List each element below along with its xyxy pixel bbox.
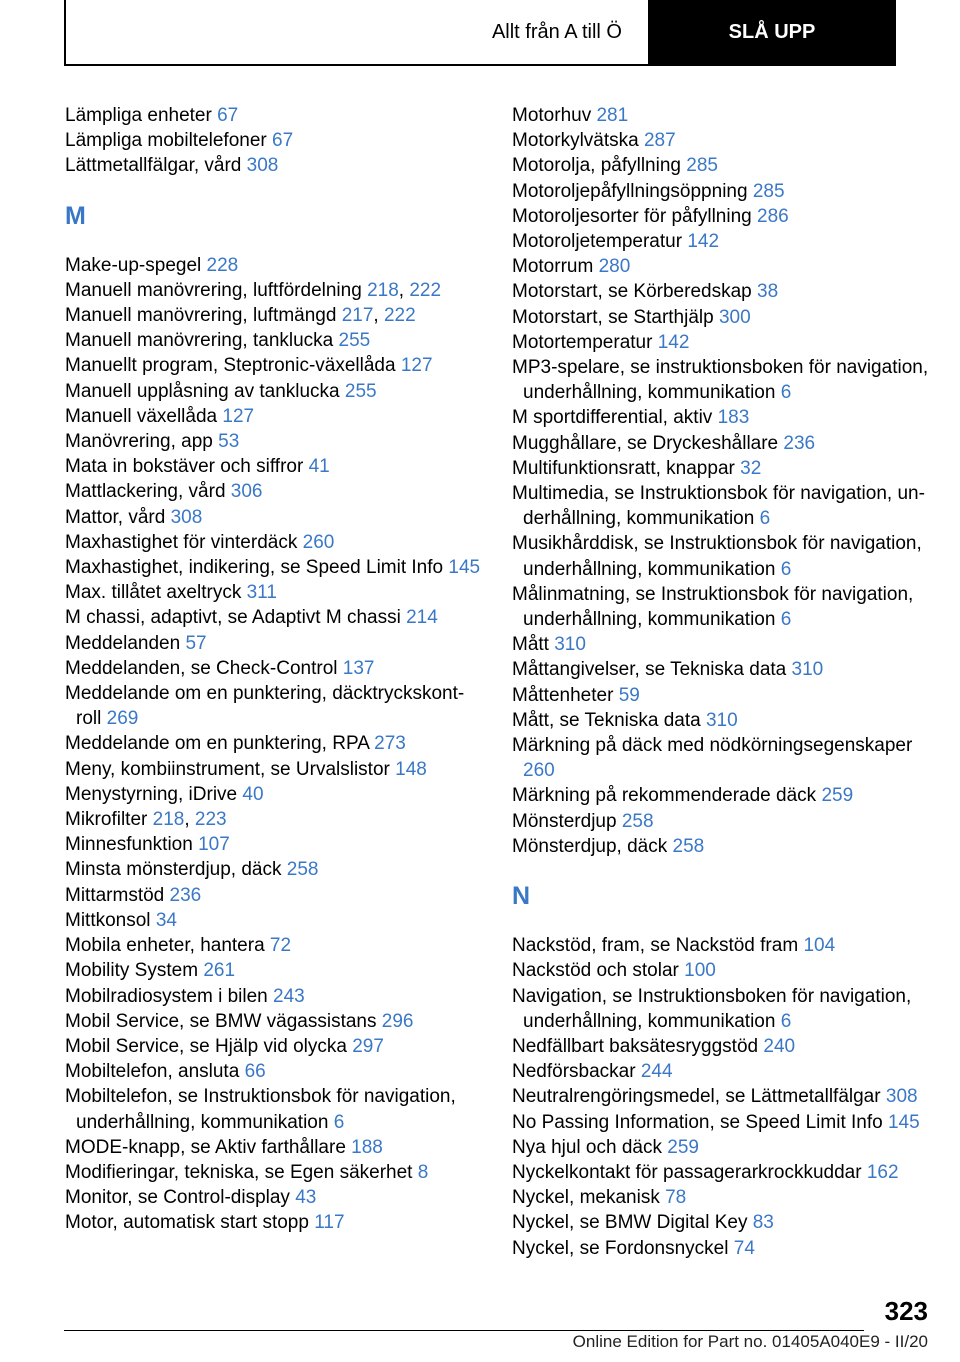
- page-link[interactable]: 6: [759, 508, 771, 530]
- index-entry: [65, 857, 481, 882]
- index-entry: [65, 1210, 481, 1235]
- tab-look-up[interactable]: [648, 0, 896, 64]
- page-link[interactable]: 308: [170, 506, 203, 528]
- page-link[interactable]: 183: [717, 407, 750, 429]
- index-entry: [65, 379, 481, 404]
- index-entry: [512, 683, 932, 708]
- index-entry: [512, 1160, 932, 1185]
- index-entry-text: Nyckel, mekanisk: [512, 1187, 660, 1209]
- page-link[interactable]: 297: [352, 1035, 384, 1057]
- page-link[interactable]: 260: [523, 760, 555, 782]
- right-main-entries: [512, 933, 932, 1261]
- index-entry-text: Mobil Service, se Hjälp vid olycka: [65, 1035, 347, 1057]
- page-link[interactable]: 40: [242, 783, 264, 805]
- section-letter-m: M: [65, 201, 86, 230]
- index-entry: [65, 757, 481, 782]
- index-entry: [512, 179, 932, 204]
- page-link[interactable]: 78: [665, 1187, 687, 1209]
- index-entry: [512, 229, 932, 254]
- index-entry-text: Modifieringar, tekniska, se Egen säkerhet: [65, 1161, 413, 1183]
- index-entry-text: Märkning på däck med nödkörningsegenskaper: [512, 735, 913, 757]
- page-link[interactable]: 259: [667, 1136, 699, 1158]
- index-entry-text: Max. tillåtet axeltryck: [65, 582, 242, 604]
- index-entry-text: Motortemperatur: [512, 331, 653, 353]
- page-link[interactable]: 269: [106, 708, 139, 730]
- index-entry-text: Maxhastighet för vinterdäck: [65, 531, 298, 553]
- page-link[interactable]: 236: [783, 432, 816, 454]
- index-entry: [65, 429, 481, 454]
- index-entry: [65, 555, 481, 580]
- tab-a-to-z[interactable]: [64, 0, 638, 64]
- page-link[interactable]: 41: [308, 456, 330, 478]
- page-link[interactable]: 310: [791, 659, 824, 681]
- index-entry: [512, 834, 932, 859]
- index-entry-text: Meny, kombiinstrument, se Urvalslistor: [65, 758, 390, 780]
- index-entry: [65, 505, 481, 530]
- page-link[interactable]: 260: [302, 531, 335, 553]
- index-entry-text: Nyckel, se Fordonsnyckel: [512, 1237, 729, 1259]
- page-link[interactable]: 217: [341, 305, 374, 327]
- page-link[interactable]: 137: [342, 657, 375, 679]
- index-entry-text: Motorhuv: [512, 105, 592, 126]
- page-link[interactable]: 148: [395, 758, 427, 780]
- index-entry: [512, 456, 932, 481]
- page-link[interactable]: 67: [217, 105, 239, 126]
- index-entry: [65, 530, 481, 555]
- page-link[interactable]: 218: [152, 809, 185, 831]
- index-entry-text: Måttangivelser, se Tekniska data: [512, 659, 787, 681]
- page-link[interactable]: 6: [780, 382, 792, 404]
- index-entry-text: Manuell manövrering, luftfördelning: [65, 279, 362, 301]
- page-link[interactable]: 285: [686, 155, 718, 177]
- header-bar: [64, 0, 896, 66]
- left-main-entries: [65, 253, 481, 1236]
- index-entry: [65, 656, 481, 681]
- index-entry-text: Mittarmstöd: [65, 884, 165, 906]
- index-entry: [512, 431, 932, 456]
- index-entry: [65, 1135, 481, 1160]
- page-link[interactable]: 142: [657, 331, 690, 353]
- left-top-entries: [65, 103, 481, 179]
- footer-text: Online Edition for Part no. 01405A040E9 - II/20: [572, 1332, 928, 1351]
- index-entry: [65, 153, 481, 178]
- index-entry: [512, 531, 932, 581]
- index-entry: [65, 479, 481, 504]
- page-link[interactable]: 6: [780, 1010, 792, 1032]
- index-entry: Manuell manövrering, luftmängd 217, 222: [65, 305, 416, 327]
- index-entry-text: Måttenheter: [512, 684, 614, 706]
- page-link[interactable]: 308: [246, 155, 279, 177]
- page-link[interactable]: 145: [448, 557, 481, 579]
- page-link[interactable]: 34: [155, 909, 177, 931]
- index-entry-text: Mobilradiosystem i bilen: [65, 985, 268, 1007]
- index-entry-text: Mönsterdjup: [512, 810, 617, 832]
- index-entry-text: Motoroljetemperatur: [512, 231, 683, 253]
- index-entry-text: MODE-knapp, se Aktiv farthållare: [65, 1136, 346, 1158]
- footer-divider: [64, 1330, 864, 1331]
- page-link[interactable]: 214: [406, 607, 438, 629]
- page-link[interactable]: 59: [618, 684, 640, 706]
- index-entry: [65, 782, 481, 807]
- index-entry-text: No Passing Information, se Speed Limit Info: [512, 1111, 883, 1133]
- index-entry-text: Mått: [512, 634, 549, 656]
- index-entry: [512, 632, 932, 657]
- index-entry-text: Nyckel, se BMW Digital Key: [512, 1212, 748, 1234]
- page-link[interactable]: 107: [198, 834, 230, 856]
- index-entry: [65, 631, 481, 656]
- index-entry: [65, 1059, 481, 1084]
- index-entry-text: Nackstöd och stolar: [512, 960, 679, 982]
- page-link[interactable]: 243: [273, 985, 305, 1007]
- index-entry: [512, 1084, 932, 1109]
- index-entry: [65, 984, 481, 1009]
- page-link[interactable]: 117: [314, 1212, 345, 1234]
- index-entry: [65, 128, 481, 153]
- page-link[interactable]: 6: [780, 558, 792, 580]
- index-entry: [512, 1236, 932, 1261]
- index-entry-text: M chassi, adaptivt, se Adaptivt M chassi: [65, 607, 401, 629]
- page-link[interactable]: 300: [718, 306, 751, 328]
- index-entry-text: Nyckelkontakt för passagerarkrockkuddar: [512, 1161, 862, 1183]
- index-entry: [512, 783, 932, 808]
- index-entry-text: Målinmatning, se Instruktionsbok för navigation, underhållning, kommunikation: [512, 583, 914, 631]
- index-entry: [512, 809, 932, 834]
- page-link[interactable]: 255: [344, 380, 377, 402]
- page-link[interactable]: 83: [752, 1212, 774, 1234]
- index-entry: [65, 404, 481, 429]
- page-link[interactable]: 255: [338, 330, 371, 352]
- index-entry: [65, 933, 481, 958]
- page-link[interactable]: 38: [757, 281, 779, 303]
- index-entry: [65, 580, 481, 605]
- index-entry: [65, 1084, 481, 1134]
- page-link[interactable]: 162: [866, 1161, 899, 1183]
- index-entry: Mikrofilter 218, 223: [65, 809, 227, 831]
- index-entry-text: Mobiltelefon, ansluta: [65, 1061, 240, 1083]
- index-entry-text: Motorkylvätska: [512, 130, 639, 152]
- index-entry: [512, 733, 932, 783]
- page-link[interactable]: 57: [185, 632, 207, 654]
- index-entry: [65, 454, 481, 479]
- index-entry-text: Mått, se Tekniska data: [512, 709, 701, 731]
- index-entry-text: Make-up-spegel: [65, 254, 202, 276]
- index-entry-text: Minnesfunktion: [65, 834, 193, 856]
- page-link[interactable]: 222: [383, 305, 416, 327]
- index-entry-text: Monitor, se Control-display: [65, 1187, 290, 1209]
- page-link[interactable]: 258: [621, 810, 654, 832]
- index-entry: [512, 204, 932, 229]
- page-link[interactable]: 261: [203, 960, 236, 982]
- right-top-entries: [512, 103, 932, 859]
- index-entry-text: Mattor, vård: [65, 506, 166, 528]
- index-entry: [65, 731, 481, 756]
- page-link[interactable]: 222: [409, 279, 442, 301]
- page-link[interactable]: 127: [222, 405, 255, 427]
- page-link[interactable]: 310: [705, 709, 738, 731]
- section-letter-n: N: [512, 882, 531, 911]
- index-entry: [65, 353, 481, 378]
- index-entry-text: Multimedia, se Instruktionsbok för navigation, underhållning, kommunikation: [512, 483, 925, 530]
- page-link[interactable]: 259: [821, 785, 854, 807]
- index-entry: [512, 279, 932, 304]
- index-entry-text: Minsta mönsterdjup, däck: [65, 859, 282, 881]
- index-column-right: [512, 103, 932, 1261]
- page-link[interactable]: 285: [752, 180, 785, 202]
- index-entry-text: Neutralrengöringsmedel, se Lättmetallfälgar: [512, 1086, 881, 1108]
- page-link[interactable]: 310: [554, 634, 586, 656]
- index-entry: [65, 883, 481, 908]
- index-entry: [512, 1210, 932, 1235]
- page-link[interactable]: 273: [374, 733, 406, 755]
- index-entry: [65, 605, 481, 630]
- page-link[interactable]: 311: [246, 582, 277, 604]
- page-link[interactable]: 280: [598, 256, 631, 278]
- index-entry: [65, 832, 481, 857]
- page-link[interactable]: 43: [295, 1187, 317, 1209]
- index-entry: [512, 1135, 932, 1160]
- index-entry: [512, 708, 932, 733]
- index-entry-text: Motor, automatisk start stopp: [65, 1212, 309, 1234]
- index-entry-text: Nackstöd, fram, se Nackstöd fram: [512, 935, 799, 957]
- page-link[interactable]: 188: [351, 1136, 383, 1158]
- index-entry-text: Manuell växellåda: [65, 405, 218, 427]
- index-entry-text: Mittkonsol: [65, 909, 151, 931]
- index-entry-text: Lämpliga mobiltelefoner: [65, 130, 267, 152]
- index-entry: [512, 1185, 932, 1210]
- page-link[interactable]: 8: [417, 1161, 429, 1183]
- page-link[interactable]: 286: [757, 205, 789, 227]
- index-entry-text: Märkning på rekommenderade däck: [512, 785, 817, 807]
- index-entry-text: Mugghållare, se Dryckeshållare: [512, 432, 779, 454]
- index-entry: [512, 984, 932, 1034]
- page-link[interactable]: 228: [206, 254, 239, 276]
- index-entry: [65, 1009, 481, 1034]
- index-entry-text: Mobil Service, se BMW vägassistans: [65, 1010, 377, 1032]
- index-entry-text: Nya hjul och däck: [512, 1136, 662, 1158]
- page-link[interactable]: 258: [672, 835, 705, 857]
- index-entry-text: Meddelanden: [65, 632, 181, 654]
- index-entry: [65, 1160, 481, 1185]
- index-column-left: [65, 103, 481, 1236]
- index-entry-text: Manövrering, app: [65, 431, 213, 453]
- index-entry: [512, 1110, 932, 1135]
- index-entry-text: Mobiltelefon, se Instruktionsbok för navigation, underhållning, kommunikation: [65, 1086, 456, 1133]
- page-link[interactable]: 127: [400, 355, 433, 377]
- index-entry-text: Manuell manövrering, tanklucka: [65, 330, 334, 352]
- page-link[interactable]: 296: [381, 1010, 414, 1032]
- index-entry-text: M sportdifferential, aktiv: [512, 407, 713, 429]
- page-link[interactable]: 306: [230, 481, 263, 503]
- index-entry: [65, 1034, 481, 1059]
- page-link[interactable]: 240: [763, 1035, 796, 1057]
- page-link[interactable]: 72: [269, 935, 292, 957]
- index-entry-text: Motoroljepåfyllningsöppning: [512, 180, 748, 202]
- page-link[interactable]: 74: [733, 1237, 755, 1259]
- page-link[interactable]: 6: [780, 609, 792, 631]
- index-entry-text: Lättmetallfälgar, vård: [65, 155, 242, 177]
- index-entry: [512, 657, 932, 682]
- index-entry-text: Multifunktionsratt, knappar: [512, 457, 735, 479]
- index-entry: Manuell manövrering, luftfördelning 218, 222: [65, 279, 442, 301]
- index-entry-text: Meddelanden, se Check-Control: [65, 657, 338, 679]
- index-entry: [65, 681, 481, 731]
- index-entry-text: Motorolja, påfyllning: [512, 155, 681, 177]
- page-link[interactable]: 287: [643, 130, 676, 152]
- index-entry: [512, 1034, 932, 1059]
- index-entry: [512, 405, 932, 430]
- index-entry-text: Manuell upplåsning av tanklucka: [65, 380, 340, 402]
- page-link[interactable]: 100: [684, 960, 716, 982]
- page-link[interactable]: 218: [367, 279, 399, 301]
- page-link[interactable]: 223: [194, 809, 227, 831]
- index-entry-text: Mata in bokstäver och siffror: [65, 456, 304, 478]
- index-entry-text: Mobility System: [65, 960, 199, 982]
- index-entry: [65, 328, 481, 353]
- index-entry: [512, 481, 932, 531]
- index-entry-text: Lämpliga enheter: [65, 105, 212, 126]
- tab-look-up-label: SLÅ UPP: [728, 20, 816, 43]
- index-entry-text: Motorrum: [512, 256, 594, 278]
- index-entry: [512, 958, 932, 983]
- index-entry-text: Motorstart, se Starthjälp: [512, 306, 714, 328]
- index-entry-text: Motorstart, se Körberedskap: [512, 281, 752, 303]
- index-entry-text: Mikrofilter: [65, 809, 148, 831]
- index-entry: [65, 958, 481, 983]
- index-entry: [512, 128, 932, 153]
- page-link[interactable]: 244: [640, 1061, 673, 1083]
- index-entry: [512, 933, 932, 958]
- index-entry: [512, 305, 932, 330]
- index-entry: [512, 1059, 932, 1084]
- index-entry-text: Mobila enheter, hantera: [65, 935, 265, 957]
- page-number: 323: [884, 1296, 928, 1326]
- index-entry-text: Mönsterdjup, däck: [512, 835, 668, 857]
- index-entry-text: Meddelande om en punktering, däcktryckskontroll: [65, 683, 465, 730]
- index-entry-text: Manuell manövrering, luftmängd: [65, 305, 337, 327]
- index-entry: [512, 254, 932, 279]
- index-entry: [512, 153, 932, 178]
- index-entry: [65, 253, 481, 278]
- index-entry: [65, 103, 481, 128]
- index-entry-text: Nedfällbart baksätesryggstöd: [512, 1035, 759, 1057]
- index-entry-text: Mattlackering, vård: [65, 481, 226, 503]
- page-link[interactable]: 258: [286, 859, 319, 881]
- page-link[interactable]: 6: [333, 1111, 345, 1133]
- index-entry-text: Meddelande om en punktering, RPA: [65, 733, 369, 755]
- page-link[interactable]: 281: [596, 105, 629, 126]
- page-link[interactable]: 236: [169, 884, 202, 906]
- index-entry-text: Nedförsbackar: [512, 1061, 636, 1083]
- index-entry: [65, 908, 481, 933]
- page-link[interactable]: 142: [687, 231, 720, 253]
- index-entry: [65, 1185, 481, 1210]
- index-entry: [512, 103, 932, 128]
- page-link[interactable]: 67: [272, 130, 294, 152]
- page-link[interactable]: 104: [803, 935, 836, 957]
- index-entry-text: Musikhårddisk, se Instruktionsbok för navigation, underhållning, kommunikation: [512, 533, 922, 580]
- index-entry-text: Manuellt program, Steptronic-växellåda: [65, 355, 396, 377]
- page-link[interactable]: 308: [885, 1086, 918, 1108]
- index-entry: [512, 582, 932, 632]
- page-link[interactable]: 145: [887, 1111, 920, 1133]
- index-entry: [512, 355, 932, 405]
- index-entry-text: Menystyrning, iDrive: [65, 783, 238, 805]
- page-link[interactable]: 53: [218, 431, 240, 453]
- index-entry-text: MP3-spelare, se instruktionsboken för navigation, underhållning, kommunikation: [512, 357, 929, 404]
- index-entry-text: Navigation, se Instruktionsboken för navigation, underhållning, kommunikation: [512, 985, 912, 1032]
- tab-a-to-z-label: Allt från A till Ö: [491, 20, 622, 43]
- index-entry: [512, 330, 932, 355]
- index-entry-text: Motoroljesorter för påfyllning: [512, 205, 752, 227]
- page-link[interactable]: 66: [244, 1061, 266, 1083]
- page-link[interactable]: 32: [740, 457, 762, 479]
- index-entry-text: Maxhastighet, indikering, se Speed Limit Info: [65, 557, 444, 579]
